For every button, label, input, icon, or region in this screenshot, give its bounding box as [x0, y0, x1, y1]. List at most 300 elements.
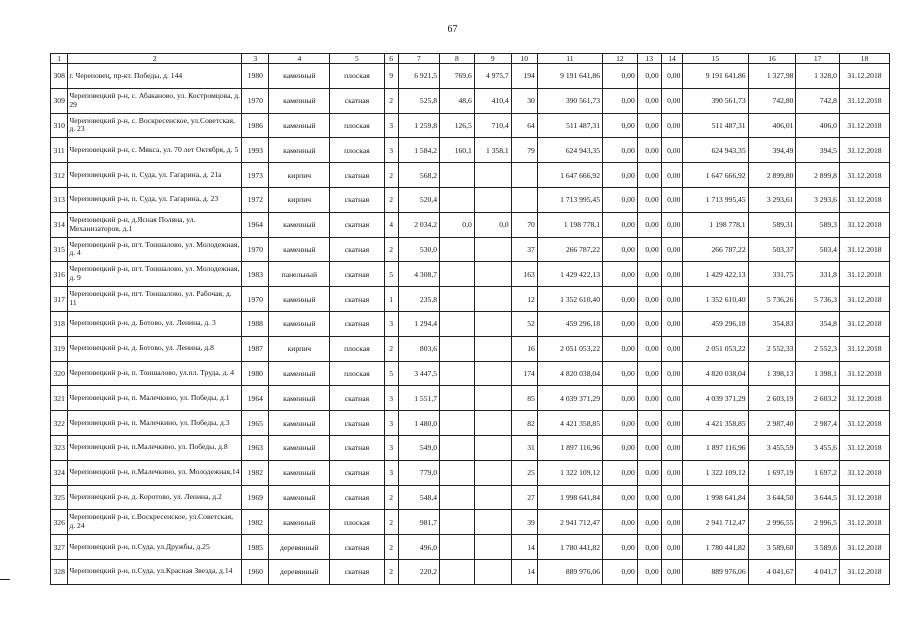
address-cell: Череповецкий р-н, пгт. Тоншалово, ул. Молодежная, д. 9: [68, 262, 242, 287]
floors-cell: 1: [384, 287, 398, 312]
cost-per-sqm-cell: 589,31: [748, 212, 796, 237]
col12-cell: 0,00: [603, 435, 638, 460]
fund-cost-cell: 624 943,35: [683, 138, 748, 163]
year-cell: 1983: [242, 262, 269, 287]
residents-cell: 16: [511, 336, 537, 361]
limit-cost-cell: 3 455,6: [796, 435, 839, 460]
total-cost-cell: 459 296,18: [537, 311, 602, 336]
table-row: [51, 187, 890, 212]
row-number: 316: [51, 262, 68, 287]
wall-material-cell: деревянный: [269, 535, 330, 560]
total-cost-cell: 1 322 109,12: [537, 460, 602, 485]
table-body: [51, 64, 890, 585]
address-cell: Череповецкий р-н, д. Коротово, ул. Ленина, д.2: [68, 485, 242, 510]
date-cell: 31.12.2018: [839, 559, 889, 584]
fund-cost-cell: 1 647 666,92: [683, 163, 748, 188]
residents-cell: 85: [511, 386, 537, 411]
fund-cost-cell: 2 941 712,47: [683, 510, 748, 535]
table-row: [51, 535, 890, 560]
year-cell: 1970: [242, 88, 269, 113]
wall-material-cell: каменный: [269, 88, 330, 113]
col8-cell: [440, 386, 475, 411]
row-number: 314: [51, 212, 68, 237]
row-number: 312: [51, 163, 68, 188]
total-cost-cell: 4 820 038,04: [537, 361, 602, 386]
table-row: [51, 287, 890, 312]
total-area-cell: 548,4: [398, 485, 439, 510]
date-cell: 31.12.2018: [839, 287, 889, 312]
wall-material-cell: каменный: [269, 237, 330, 262]
address-cell: Череповецкий р-н, с. Воскресенское, ул.Советская, д. 23: [68, 113, 242, 138]
cost-per-sqm-cell: 1 697,19: [748, 460, 796, 485]
table-row: [51, 411, 890, 436]
col9-cell: 4 975,7: [474, 64, 511, 89]
col8-cell: 769,6: [440, 64, 475, 89]
col8-cell: [440, 336, 475, 361]
table-row: [51, 64, 890, 89]
address-cell: Череповецкий р-н, с.Воскресенское, ул.Советская, д. 24: [68, 510, 242, 535]
fund-cost-cell: 9 191 641,86: [683, 64, 748, 89]
row-number: 327: [51, 535, 68, 560]
row-number: 313: [51, 187, 68, 212]
total-area-cell: 803,6: [398, 336, 439, 361]
total-cost-cell: 4 421 358,85: [537, 411, 602, 436]
col14-cell: 0,00: [661, 559, 683, 584]
col12-cell: 0,00: [603, 237, 638, 262]
total-cost-cell: 1 780 441,82: [537, 535, 602, 560]
limit-cost-cell: 3 589,6: [796, 535, 839, 560]
fund-cost-cell: 1 322 109,12: [683, 460, 748, 485]
row-number: 321: [51, 386, 68, 411]
column-number-header: 11: [537, 54, 602, 64]
total-cost-cell: 511 487,31: [537, 113, 602, 138]
date-cell: 31.12.2018: [839, 311, 889, 336]
table-row: [51, 138, 890, 163]
wall-material-cell: каменный: [269, 485, 330, 510]
col12-cell: 0,00: [603, 485, 638, 510]
row-number: 308: [51, 64, 68, 89]
floors-cell: 2: [384, 336, 398, 361]
wall-material-cell: каменный: [269, 386, 330, 411]
address-cell: Череповецкий р-н, п.Малечкино, ул. Молодежная,14: [68, 460, 242, 485]
residents-cell: 30: [511, 88, 537, 113]
address-cell: Череповецкий р-н, п. Тоншалово, ул.пл. Труда, д. 4: [68, 361, 242, 386]
roof-type-cell: скатная: [330, 485, 384, 510]
total-area-cell: 520,4: [398, 187, 439, 212]
col9-cell: 0,0: [474, 212, 511, 237]
col14-cell: 0,00: [661, 485, 683, 510]
col8-cell: [440, 435, 475, 460]
floors-cell: 2: [384, 237, 398, 262]
col14-cell: 0,00: [661, 336, 683, 361]
col12-cell: 0,00: [603, 460, 638, 485]
column-number-header: 13: [637, 54, 661, 64]
fund-cost-cell: 4 039 371,29: [683, 386, 748, 411]
wall-material-cell: каменный: [269, 138, 330, 163]
col12-cell: 0,00: [603, 361, 638, 386]
col14-cell: 0,00: [661, 435, 683, 460]
residents-cell: 194: [511, 64, 537, 89]
row-number: 328: [51, 559, 68, 584]
wall-material-cell: каменный: [269, 113, 330, 138]
table-row: [51, 212, 890, 237]
roof-type-cell: скатная: [330, 311, 384, 336]
fund-cost-cell: 889 976,06: [683, 559, 748, 584]
date-cell: 31.12.2018: [839, 187, 889, 212]
cost-per-sqm-cell: 394,49: [748, 138, 796, 163]
col9-cell: [474, 336, 511, 361]
row-number: 317: [51, 287, 68, 312]
col8-cell: [440, 262, 475, 287]
row-number: 310: [51, 113, 68, 138]
total-cost-cell: 1 352 610,40: [537, 287, 602, 312]
address-cell: Череповецкий р-н, с. Мякса, ул. 70 лет Октября, д. 5: [68, 138, 242, 163]
date-cell: 31.12.2018: [839, 138, 889, 163]
total-area-cell: 530,0: [398, 237, 439, 262]
residents-cell: 64: [511, 113, 537, 138]
col9-cell: [474, 559, 511, 584]
col8-cell: [440, 187, 475, 212]
roof-type-cell: скатная: [330, 386, 384, 411]
wall-material-cell: кирпич: [269, 187, 330, 212]
col8-cell: [440, 411, 475, 436]
col8-cell: [440, 287, 475, 312]
total-cost-cell: 1 897 116,96: [537, 435, 602, 460]
total-cost-cell: 1 647 666,92: [537, 163, 602, 188]
col14-cell: 0,00: [661, 187, 683, 212]
col12-cell: 0,00: [603, 559, 638, 584]
fund-cost-cell: 1 429 422,13: [683, 262, 748, 287]
col14-cell: 0,00: [661, 361, 683, 386]
col12-cell: 0,00: [603, 535, 638, 560]
col13-cell: 0,00: [637, 88, 661, 113]
col13-cell: 0,00: [637, 287, 661, 312]
floors-cell: 4: [384, 212, 398, 237]
roof-type-cell: скатная: [330, 88, 384, 113]
limit-cost-cell: 4 041,7: [796, 559, 839, 584]
column-number-header: 15: [683, 54, 748, 64]
address-cell: Череповецкий р-н, п. Суда, ул. Гагарина, д. 21а: [68, 163, 242, 188]
col14-cell: 0,00: [661, 411, 683, 436]
total-cost-cell: 1 429 422,13: [537, 262, 602, 287]
col9-cell: [474, 311, 511, 336]
year-cell: 1969: [242, 485, 269, 510]
cost-per-sqm-cell: 2 552,33: [748, 336, 796, 361]
total-cost-cell: 624 943,35: [537, 138, 602, 163]
address-cell: Череповецкий р-н, с. Абаканово, ул. Костромцова, д. 29: [68, 88, 242, 113]
residents-cell: 14: [511, 535, 537, 560]
roof-type-cell: скатная: [330, 262, 384, 287]
floors-cell: 2: [384, 510, 398, 535]
total-cost-cell: 1 998 641,84: [537, 485, 602, 510]
col12-cell: 0,00: [603, 212, 638, 237]
col13-cell: 0,00: [637, 435, 661, 460]
limit-cost-cell: 1 398,1: [796, 361, 839, 386]
residents-cell: 79: [511, 138, 537, 163]
table-row: [51, 237, 890, 262]
residents-cell: 25: [511, 460, 537, 485]
roof-type-cell: плоская: [330, 138, 384, 163]
roof-type-cell: плоская: [330, 361, 384, 386]
wall-material-cell: кирпич: [269, 163, 330, 188]
year-cell: 1965: [242, 411, 269, 436]
column-number-header: 1: [51, 54, 68, 64]
floors-cell: 3: [384, 386, 398, 411]
limit-cost-cell: 3 644,5: [796, 485, 839, 510]
total-area-cell: 220,2: [398, 559, 439, 584]
floors-cell: 2: [384, 187, 398, 212]
date-cell: 31.12.2018: [839, 64, 889, 89]
row-number: 320: [51, 361, 68, 386]
total-area-cell: 1 551,7: [398, 386, 439, 411]
col9-cell: [474, 386, 511, 411]
column-number-header: 18: [839, 54, 889, 64]
col13-cell: 0,00: [637, 212, 661, 237]
address-cell: Череповецкий р-н, п. Малечкино, ул. Победы, д.3: [68, 411, 242, 436]
year-cell: 1993: [242, 138, 269, 163]
total-cost-cell: 1 713 995,45: [537, 187, 602, 212]
col14-cell: 0,00: [661, 113, 683, 138]
date-cell: 31.12.2018: [839, 262, 889, 287]
row-number: 325: [51, 485, 68, 510]
fund-cost-cell: 2 051 053,22: [683, 336, 748, 361]
total-area-cell: 981,7: [398, 510, 439, 535]
col9-cell: [474, 485, 511, 510]
column-number-header: 4: [269, 54, 330, 64]
col8-cell: [440, 237, 475, 262]
margin-mark: [0, 579, 10, 580]
limit-cost-cell: 742,8: [796, 88, 839, 113]
fund-cost-cell: 1 198 778,1: [683, 212, 748, 237]
limit-cost-cell: 5 736,3: [796, 287, 839, 312]
floors-cell: 3: [384, 411, 398, 436]
cost-per-sqm-cell: 4 041,67: [748, 559, 796, 584]
col12-cell: 0,00: [603, 113, 638, 138]
table-row: [51, 559, 890, 584]
row-number: 319: [51, 336, 68, 361]
floors-cell: 3: [384, 460, 398, 485]
roof-type-cell: скатная: [330, 237, 384, 262]
cost-per-sqm-cell: 5 736,26: [748, 287, 796, 312]
housing-table: [50, 53, 890, 585]
residents-cell: [511, 187, 537, 212]
col13-cell: 0,00: [637, 187, 661, 212]
total-area-cell: 1 584,2: [398, 138, 439, 163]
residents-cell: [511, 163, 537, 188]
address-cell: г. Череповец, пр-кт. Победы, д. 144: [68, 64, 242, 89]
wall-material-cell: кирпич: [269, 336, 330, 361]
residents-cell: 163: [511, 262, 537, 287]
col9-cell: [474, 262, 511, 287]
wall-material-cell: каменный: [269, 460, 330, 485]
col14-cell: 0,00: [661, 88, 683, 113]
col14-cell: 0,00: [661, 237, 683, 262]
cost-per-sqm-cell: 2 996,55: [748, 510, 796, 535]
cost-per-sqm-cell: 2 899,80: [748, 163, 796, 188]
roof-type-cell: плоская: [330, 510, 384, 535]
row-number: 315: [51, 237, 68, 262]
roof-type-cell: плоская: [330, 336, 384, 361]
residents-cell: 82: [511, 411, 537, 436]
col8-cell: [440, 559, 475, 584]
col13-cell: 0,00: [637, 311, 661, 336]
fund-cost-cell: 4 421 358,85: [683, 411, 748, 436]
roof-type-cell: скатная: [330, 163, 384, 188]
column-number-header: 14: [661, 54, 683, 64]
roof-type-cell: скатная: [330, 287, 384, 312]
wall-material-cell: каменный: [269, 411, 330, 436]
col13-cell: 0,00: [637, 64, 661, 89]
limit-cost-cell: 2 996,5: [796, 510, 839, 535]
col14-cell: 0,00: [661, 212, 683, 237]
table-row: [51, 361, 890, 386]
col9-cell: [474, 237, 511, 262]
address-cell: Череповецкий р-н, д.Ясная Поляна, ул. Механизаторов, д.1: [68, 212, 242, 237]
fund-cost-cell: 390 561,73: [683, 88, 748, 113]
col14-cell: 0,00: [661, 262, 683, 287]
total-area-cell: 525,8: [398, 88, 439, 113]
limit-cost-cell: 2 552,3: [796, 336, 839, 361]
floors-cell: 5: [384, 262, 398, 287]
total-area-cell: 4 308,7: [398, 262, 439, 287]
col14-cell: 0,00: [661, 163, 683, 188]
year-cell: 1980: [242, 64, 269, 89]
table-row: [51, 336, 890, 361]
col12-cell: 0,00: [603, 64, 638, 89]
col12-cell: 0,00: [603, 311, 638, 336]
col8-cell: [440, 535, 475, 560]
wall-material-cell: каменный: [269, 212, 330, 237]
roof-type-cell: скатная: [330, 559, 384, 584]
table-row: [51, 510, 890, 535]
column-number-header: 3: [242, 54, 269, 64]
limit-cost-cell: 1 697,2: [796, 460, 839, 485]
col13-cell: 0,00: [637, 485, 661, 510]
address-cell: Череповецкий р-н, д. Ботово, ул. Ленина, д.8: [68, 336, 242, 361]
total-cost-cell: 889 976,06: [537, 559, 602, 584]
floors-cell: 2: [384, 535, 398, 560]
fund-cost-cell: 1 998 641,84: [683, 485, 748, 510]
residents-cell: 70: [511, 212, 537, 237]
limit-cost-cell: 354,8: [796, 311, 839, 336]
column-number-header: 7: [398, 54, 439, 64]
residents-cell: 12: [511, 287, 537, 312]
col14-cell: 0,00: [661, 287, 683, 312]
floors-cell: 3: [384, 138, 398, 163]
cost-per-sqm-cell: 2 987,40: [748, 411, 796, 436]
floors-cell: 3: [384, 311, 398, 336]
col13-cell: 0,00: [637, 163, 661, 188]
col14-cell: 0,00: [661, 510, 683, 535]
floors-cell: 9: [384, 64, 398, 89]
col14-cell: 0,00: [661, 460, 683, 485]
total-area-cell: 568,2: [398, 163, 439, 188]
total-area-cell: 779,0: [398, 460, 439, 485]
floors-cell: 2: [384, 163, 398, 188]
col9-cell: [474, 187, 511, 212]
year-cell: 1982: [242, 510, 269, 535]
table-row: [51, 311, 890, 336]
residents-cell: 27: [511, 485, 537, 510]
date-cell: 31.12.2018: [839, 485, 889, 510]
total-area-cell: 1 294,4: [398, 311, 439, 336]
year-cell: 1964: [242, 212, 269, 237]
residents-cell: 174: [511, 361, 537, 386]
col13-cell: 0,00: [637, 361, 661, 386]
total-area-cell: 2 034,2: [398, 212, 439, 237]
column-number-header: 2: [68, 54, 242, 64]
row-number: 324: [51, 460, 68, 485]
table-row: [51, 386, 890, 411]
year-cell: 1985: [242, 535, 269, 560]
date-cell: 31.12.2018: [839, 510, 889, 535]
wall-material-cell: каменный: [269, 510, 330, 535]
row-number: 311: [51, 138, 68, 163]
total-cost-cell: 2 941 712,47: [537, 510, 602, 535]
col9-cell: 1 358,1: [474, 138, 511, 163]
row-number: 309: [51, 88, 68, 113]
floors-cell: 2: [384, 88, 398, 113]
col8-cell: [440, 361, 475, 386]
date-cell: 31.12.2018: [839, 163, 889, 188]
col13-cell: 0,00: [637, 510, 661, 535]
limit-cost-cell: 2 987,4: [796, 411, 839, 436]
col12-cell: 0,00: [603, 510, 638, 535]
residents-cell: 14: [511, 559, 537, 584]
year-cell: 1982: [242, 460, 269, 485]
row-number: 323: [51, 435, 68, 460]
year-cell: 1970: [242, 237, 269, 262]
column-number-header: 9: [474, 54, 511, 64]
wall-material-cell: каменный: [269, 287, 330, 312]
col14-cell: 0,00: [661, 64, 683, 89]
wall-material-cell: каменный: [269, 361, 330, 386]
page-number: 67: [447, 24, 458, 35]
col12-cell: 0,00: [603, 262, 638, 287]
roof-type-cell: скатная: [330, 460, 384, 485]
limit-cost-cell: 3 293,6: [796, 187, 839, 212]
limit-cost-cell: 2 899,8: [796, 163, 839, 188]
total-area-cell: 549,0: [398, 435, 439, 460]
col14-cell: 0,00: [661, 535, 683, 560]
col13-cell: 0,00: [637, 113, 661, 138]
col9-cell: [474, 435, 511, 460]
col9-cell: [474, 287, 511, 312]
col8-cell: [440, 485, 475, 510]
year-cell: 1972: [242, 187, 269, 212]
date-cell: 31.12.2018: [839, 361, 889, 386]
col12-cell: 0,00: [603, 336, 638, 361]
wall-material-cell: каменный: [269, 64, 330, 89]
wall-material-cell: каменный: [269, 435, 330, 460]
wall-material-cell: каменный: [269, 311, 330, 336]
cost-per-sqm-cell: 3 293,61: [748, 187, 796, 212]
total-area-cell: 1 480,0: [398, 411, 439, 436]
floors-cell: 3: [384, 435, 398, 460]
col13-cell: 0,00: [637, 138, 661, 163]
date-cell: 31.12.2018: [839, 113, 889, 138]
residents-cell: 39: [511, 510, 537, 535]
limit-cost-cell: 2 603,2: [796, 386, 839, 411]
limit-cost-cell: 589,3: [796, 212, 839, 237]
address-cell: Череповецкий р-н, пгт. Тоншалово, ул. Молодежная, д. 4: [68, 237, 242, 262]
housing-table-container: [50, 53, 890, 585]
col8-cell: [440, 460, 475, 485]
col12-cell: 0,00: [603, 88, 638, 113]
col9-cell: [474, 361, 511, 386]
limit-cost-cell: 394,5: [796, 138, 839, 163]
col8-cell: 0,0: [440, 212, 475, 237]
